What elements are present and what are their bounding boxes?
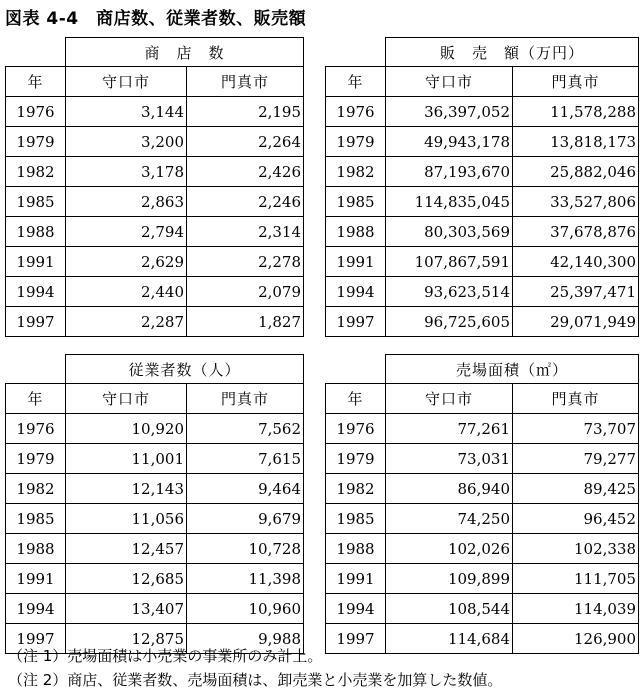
moriguchi-value-cell: 108,544 (386, 594, 513, 624)
page-title: 図表 4-4 商店数、従業者数、販売額 (5, 9, 307, 29)
kadoma-value-cell: 79,277 (513, 444, 639, 474)
moriguchi-value-cell: 73,031 (386, 444, 513, 474)
moriguchi-value-cell: 11,056 (66, 504, 187, 534)
year-cell: 1997 (326, 624, 386, 654)
table-row (326, 187, 639, 217)
kadoma-value-cell: 2,079 (187, 277, 304, 307)
moriguchi-value-cell: 114,835,045 (386, 187, 513, 217)
year-cell: 1991 (6, 564, 66, 594)
year-cell: 1982 (6, 474, 66, 504)
year-cell: 1988 (326, 217, 386, 247)
year-cell: 1994 (6, 594, 66, 624)
moriguchi-value-cell: 11,001 (66, 444, 187, 474)
table-row (326, 594, 639, 624)
year-cell: 1976 (6, 414, 66, 444)
table-row (326, 414, 639, 444)
year-cell: 1991 (6, 247, 66, 277)
kadoma-value-cell: 73,707 (513, 414, 639, 444)
group-header-row (6, 38, 304, 67)
year-cell: 1985 (6, 187, 66, 217)
group-header: 売場面積（㎡） (386, 355, 639, 384)
moriguchi-value-cell: 12,875 (66, 624, 187, 654)
kadoma-value-cell: 25,882,046 (513, 157, 639, 187)
kadoma-value-cell: 25,397,471 (513, 277, 639, 307)
moriguchi-column-header: 守口市 (66, 67, 187, 97)
year-cell: 1982 (326, 157, 386, 187)
column-header-row (326, 67, 639, 97)
stores-table (5, 37, 304, 337)
corner-cell (6, 38, 66, 67)
kadoma-value-cell: 126,900 (513, 624, 639, 654)
moriguchi-value-cell: 3,178 (66, 157, 187, 187)
moriguchi-value-cell: 2,440 (66, 277, 187, 307)
table-row (6, 247, 304, 277)
kadoma-value-cell: 2,314 (187, 217, 304, 247)
table-row (6, 504, 304, 534)
year-cell: 1976 (6, 97, 66, 127)
year-column-header: 年 (326, 67, 386, 97)
column-header-row (6, 67, 304, 97)
moriguchi-value-cell: 96,725,605 (386, 307, 513, 337)
table-row (6, 564, 304, 594)
year-cell: 1979 (326, 444, 386, 474)
year-cell: 1988 (6, 534, 66, 564)
moriguchi-value-cell: 2,863 (66, 187, 187, 217)
moriguchi-value-cell: 2,287 (66, 307, 187, 337)
moriguchi-value-cell: 12,685 (66, 564, 187, 594)
table-row (326, 474, 639, 504)
year-cell: 1979 (326, 127, 386, 157)
group-header-row (326, 38, 639, 67)
kadoma-value-cell: 9,464 (187, 474, 304, 504)
moriguchi-column-header: 守口市 (66, 384, 187, 414)
moriguchi-value-cell: 114,684 (386, 624, 513, 654)
table-row (326, 157, 639, 187)
moriguchi-value-cell: 93,623,514 (386, 277, 513, 307)
year-cell: 1994 (6, 277, 66, 307)
table-row (326, 504, 639, 534)
year-cell: 1988 (6, 217, 66, 247)
moriguchi-value-cell: 2,794 (66, 217, 187, 247)
year-cell: 1988 (326, 534, 386, 564)
table-row (6, 277, 304, 307)
year-cell: 1976 (326, 97, 386, 127)
year-cell: 1994 (326, 594, 386, 624)
kadoma-value-cell: 11,578,288 (513, 97, 639, 127)
year-column-header: 年 (6, 67, 66, 97)
kadoma-column-header: 門真市 (513, 67, 639, 97)
moriguchi-value-cell: 2,629 (66, 247, 187, 277)
year-cell: 1985 (326, 504, 386, 534)
year-cell: 1979 (6, 444, 66, 474)
kadoma-value-cell: 2,426 (187, 157, 304, 187)
table-row (6, 97, 304, 127)
table-row (6, 187, 304, 217)
moriguchi-value-cell: 107,867,591 (386, 247, 513, 277)
moriguchi-column-header: 守口市 (386, 384, 513, 414)
moriguchi-value-cell: 80,303,569 (386, 217, 513, 247)
table-row (6, 534, 304, 564)
year-cell: 1997 (6, 307, 66, 337)
kadoma-value-cell: 111,705 (513, 564, 639, 594)
table-row (326, 444, 639, 474)
kadoma-value-cell: 114,039 (513, 594, 639, 624)
kadoma-value-cell: 7,615 (187, 444, 304, 474)
group-header: 従業者数（人） (66, 355, 304, 384)
kadoma-column-header: 門真市 (513, 384, 639, 414)
year-cell: 1994 (326, 277, 386, 307)
year-cell: 1982 (6, 157, 66, 187)
year-cell: 1991 (326, 564, 386, 594)
moriguchi-column-header: 守口市 (386, 67, 513, 97)
table-row (326, 307, 639, 337)
footnotes (8, 644, 502, 692)
kadoma-value-cell: 1,827 (187, 307, 304, 337)
year-cell: 1985 (326, 187, 386, 217)
column-header-row (6, 384, 304, 414)
table-row (326, 127, 639, 157)
table-row (6, 474, 304, 504)
table-row (6, 217, 304, 247)
kadoma-value-cell: 33,527,806 (513, 187, 639, 217)
corner-cell (6, 355, 66, 384)
table-row (326, 217, 639, 247)
group-header: 商 店 数 (66, 38, 304, 67)
kadoma-value-cell: 13,818,173 (513, 127, 639, 157)
moriguchi-value-cell: 12,143 (66, 474, 187, 504)
footnote-2: （注 2）商店、従業者数、売場面積は、卸売業と小売業を加算した数値。 (8, 671, 503, 689)
kadoma-value-cell: 2,278 (187, 247, 304, 277)
kadoma-value-cell: 2,264 (187, 127, 304, 157)
year-cell: 1997 (6, 624, 66, 654)
moriguchi-value-cell: 10,920 (66, 414, 187, 444)
moriguchi-value-cell: 13,407 (66, 594, 187, 624)
table-row (326, 534, 639, 564)
group-header: 販 売 額（万円） (386, 38, 639, 67)
year-cell: 1985 (6, 504, 66, 534)
year-column-header: 年 (6, 384, 66, 414)
kadoma-value-cell: 10,728 (187, 534, 304, 564)
year-cell: 1979 (6, 127, 66, 157)
table-row (326, 97, 639, 127)
table-row (6, 127, 304, 157)
moriguchi-value-cell: 74,250 (386, 504, 513, 534)
footnote-1: （注 1）売場面積は小売業の事業所のみ計上。 (8, 647, 323, 665)
table-row (326, 247, 639, 277)
moriguchi-value-cell: 87,193,670 (386, 157, 513, 187)
corner-cell (326, 38, 386, 67)
moriguchi-value-cell: 102,026 (386, 534, 513, 564)
moriguchi-value-cell: 109,899 (386, 564, 513, 594)
kadoma-column-header: 門真市 (187, 384, 304, 414)
table-row (326, 277, 639, 307)
column-header-row (326, 384, 639, 414)
group-header-row (326, 355, 639, 384)
year-cell: 1991 (326, 247, 386, 277)
corner-cell (326, 355, 386, 384)
moriguchi-value-cell: 12,457 (66, 534, 187, 564)
group-header-row (6, 355, 304, 384)
kadoma-value-cell: 2,195 (187, 97, 304, 127)
moriguchi-value-cell: 36,397,052 (386, 97, 513, 127)
moriguchi-value-cell: 49,943,178 (386, 127, 513, 157)
moriguchi-value-cell: 3,200 (66, 127, 187, 157)
kadoma-value-cell: 89,425 (513, 474, 639, 504)
table-row (6, 594, 304, 624)
kadoma-value-cell: 11,398 (187, 564, 304, 594)
kadoma-value-cell: 29,071,949 (513, 307, 639, 337)
year-column-header: 年 (326, 384, 386, 414)
kadoma-value-cell: 102,338 (513, 534, 639, 564)
kadoma-value-cell: 42,140,300 (513, 247, 639, 277)
moriguchi-value-cell: 86,940 (386, 474, 513, 504)
kadoma-value-cell: 96,452 (513, 504, 639, 534)
kadoma-value-cell: 9,679 (187, 504, 304, 534)
kadoma-value-cell: 37,678,876 (513, 217, 639, 247)
table-row (6, 414, 304, 444)
moriguchi-value-cell: 77,261 (386, 414, 513, 444)
employees-table (5, 354, 304, 654)
table-row (326, 564, 639, 594)
kadoma-value-cell: 9,988 (187, 624, 304, 654)
year-cell: 1976 (326, 414, 386, 444)
kadoma-column-header: 門真市 (187, 67, 304, 97)
table-row (6, 157, 304, 187)
floor-area-table (325, 354, 639, 654)
kadoma-value-cell: 10,960 (187, 594, 304, 624)
moriguchi-value-cell: 3,144 (66, 97, 187, 127)
year-cell: 1982 (326, 474, 386, 504)
year-cell: 1997 (326, 307, 386, 337)
table-row (6, 307, 304, 337)
kadoma-value-cell: 7,562 (187, 414, 304, 444)
table-row (6, 444, 304, 474)
kadoma-value-cell: 2,246 (187, 187, 304, 217)
sales-table (325, 37, 639, 337)
